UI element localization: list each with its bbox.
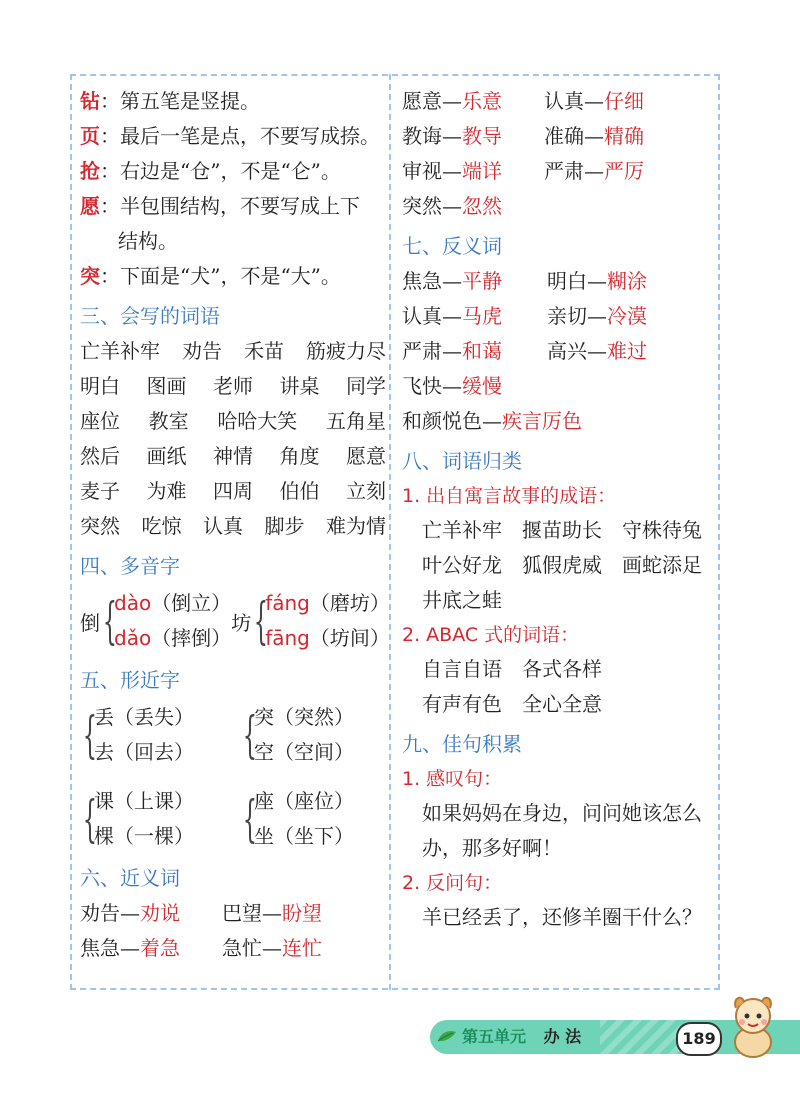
base-word: 劝告— xyxy=(80,901,140,925)
char-key: 突 xyxy=(80,264,100,288)
brace-icon: { xyxy=(253,592,269,650)
pinyin: dào xyxy=(114,591,152,615)
idiom-list xyxy=(402,513,714,618)
mascot-icon xyxy=(722,990,784,1060)
similar-item: 座（座位） xyxy=(254,789,354,813)
left-column xyxy=(80,84,390,966)
word: 井底之蛙 xyxy=(422,588,502,612)
subsection-title: 1. 感叹句： xyxy=(402,768,503,790)
word-pair-row xyxy=(402,299,714,334)
word: 图画 xyxy=(146,374,187,398)
brace-icon: { xyxy=(242,706,258,764)
example-word: （摔倒） xyxy=(151,626,232,650)
brace-icon: { xyxy=(82,790,98,848)
related-word: 劝说 xyxy=(140,901,180,925)
related-word: 马虎 xyxy=(462,304,502,328)
word-pair xyxy=(402,264,547,299)
base-word: 审视— xyxy=(402,159,462,183)
polyphone-char: 坊 xyxy=(231,610,252,635)
base-word: 巴望— xyxy=(222,901,282,925)
word-row xyxy=(80,404,386,439)
right-column xyxy=(402,84,714,935)
word: 四周 xyxy=(213,479,253,503)
word: 筋疲力尽 xyxy=(306,339,386,363)
word-pair-row xyxy=(402,119,714,154)
similar-chars xyxy=(80,698,386,856)
similar-row xyxy=(80,782,386,856)
related-word: 着急 xyxy=(140,936,180,960)
sentence: 羊已经丢了，还修羊圈干什么？ xyxy=(422,905,702,929)
abac-list xyxy=(402,652,714,722)
base-word: 准确— xyxy=(544,124,604,148)
word: 为难 xyxy=(146,479,187,503)
subsection-title: 2. 反问句： xyxy=(402,872,503,894)
example-word: （磨坊） xyxy=(309,591,390,615)
word: 画纸 xyxy=(146,444,187,468)
similar-item: 坐（坐下） xyxy=(254,824,354,848)
word-pair xyxy=(402,369,547,404)
similar-item: 突（突然） xyxy=(254,705,354,729)
word: 叶公好龙 xyxy=(422,553,502,577)
pinyin: dǎo xyxy=(114,626,152,650)
word: 禾苗 xyxy=(244,339,284,363)
word-row xyxy=(80,474,386,509)
related-word: 乐意 xyxy=(462,89,502,113)
related-word: 教导 xyxy=(462,124,502,148)
brace-icon: { xyxy=(102,592,118,650)
related-word: 仔细 xyxy=(604,89,644,113)
word-pair xyxy=(402,84,544,119)
example-word: （倒立） xyxy=(151,591,232,615)
char-note xyxy=(80,189,386,224)
related-word: 疾言厉色 xyxy=(502,409,582,433)
word-row xyxy=(80,439,386,474)
pinyin: fāng xyxy=(265,626,310,650)
word-pair-row xyxy=(402,264,714,299)
related-word: 冷漠 xyxy=(607,304,647,328)
word-list xyxy=(80,334,386,544)
word-pair-row xyxy=(402,189,714,224)
related-word: 平静 xyxy=(462,269,502,293)
word: 劝告 xyxy=(182,339,222,363)
word-pair xyxy=(402,334,547,369)
word-pair-row xyxy=(402,154,714,189)
word: 明白 xyxy=(80,374,120,398)
char-key: 抢 xyxy=(80,159,100,183)
word-pair xyxy=(402,154,544,189)
word-pair-row xyxy=(402,404,714,439)
section-title: 八、词语归类 xyxy=(402,449,522,473)
char-note xyxy=(80,84,386,119)
word: 麦子 xyxy=(80,479,120,503)
word-pair xyxy=(402,119,544,154)
word: 突然 xyxy=(80,514,120,538)
footer-stripes xyxy=(600,1020,680,1054)
related-word: 和蔼 xyxy=(462,339,502,363)
word: 老师 xyxy=(213,374,253,398)
related-word: 忽然 xyxy=(462,194,502,218)
polyphone-char: 倒 xyxy=(80,610,100,635)
word: 然后 xyxy=(80,444,120,468)
brace-icon: { xyxy=(242,790,258,848)
base-word: 高兴— xyxy=(547,339,607,363)
word: 各式各样 xyxy=(522,657,602,681)
synonym-list xyxy=(402,84,714,224)
polyphone-block xyxy=(80,584,390,658)
section-title: 三、会写的词语 xyxy=(80,304,220,328)
char-key: 页 xyxy=(80,124,100,148)
example-word: （坊间） xyxy=(309,626,390,650)
word-row xyxy=(422,687,714,722)
similar-row xyxy=(80,698,386,772)
base-word: 急忙— xyxy=(222,936,282,960)
footer-title xyxy=(462,1024,581,1050)
word-pair xyxy=(80,931,222,966)
polyphone-group xyxy=(80,584,231,658)
word: 五角星 xyxy=(325,409,386,433)
word-row xyxy=(422,548,714,583)
similar-item: 课（上课） xyxy=(94,789,194,813)
similar-item: 棵（一棵） xyxy=(94,824,194,848)
section-title: 七、反义词 xyxy=(402,234,502,258)
word: 愿意 xyxy=(346,444,386,468)
char-note xyxy=(80,119,386,154)
base-word: 焦急— xyxy=(80,936,140,960)
word: 座位 xyxy=(80,409,120,433)
word-pair-row xyxy=(402,334,714,369)
word: 同学 xyxy=(346,374,386,398)
word-pair-row xyxy=(80,931,386,966)
char-key: 钻 xyxy=(80,89,100,113)
word-row xyxy=(80,509,386,544)
word: 脚步 xyxy=(264,514,305,538)
base-word: 教诲— xyxy=(402,124,462,148)
word-pair xyxy=(222,931,322,966)
word: 揠苗助长 xyxy=(522,518,602,542)
base-word: 认真— xyxy=(402,304,462,328)
similar-item: 去（回去） xyxy=(94,740,194,764)
base-word: 亲切— xyxy=(547,304,607,328)
sentence: 办，那多好啊！ xyxy=(422,836,562,860)
word: 角度 xyxy=(279,444,320,468)
base-word: 严肃— xyxy=(402,339,462,363)
word: 讲桌 xyxy=(279,374,320,398)
char-note-text: ：半包围结构，不要写成上下 xyxy=(100,194,360,218)
word-pair xyxy=(547,264,647,299)
word: 自言自语 xyxy=(422,657,502,681)
base-word: 焦急— xyxy=(402,269,462,293)
similar-item: 空（空间） xyxy=(254,740,354,764)
word: 难为情 xyxy=(326,514,386,538)
word: 狐假虎威 xyxy=(522,553,602,577)
word-pair xyxy=(402,299,547,334)
char-note-text: ：右边是“仓”，不是“仑”。 xyxy=(100,159,341,183)
word: 立刻 xyxy=(346,479,386,503)
subsection-title: 2. ABAC 式的词语： xyxy=(402,624,580,646)
word-pair xyxy=(402,404,582,439)
word: 认真 xyxy=(203,514,243,538)
word-pair xyxy=(544,154,644,189)
word: 教室 xyxy=(148,409,189,433)
char-note-text: ：下面是“犬”，不是“大”。 xyxy=(100,264,341,288)
word-pair xyxy=(544,119,644,154)
word: 亡羊补牢 xyxy=(422,518,502,542)
antonym-list xyxy=(402,264,714,439)
section-title: 四、多音字 xyxy=(80,554,180,578)
section-title: 九、佳句积累 xyxy=(402,732,522,756)
word: 哈哈大笑 xyxy=(217,409,298,433)
subsection-title: 1. 出自寓言故事的成语： xyxy=(402,485,617,507)
related-word: 盼望 xyxy=(282,901,322,925)
word-pair xyxy=(222,896,322,931)
word: 有声有色 xyxy=(422,692,502,716)
char-note xyxy=(80,154,386,189)
section-title: 六、近义词 xyxy=(80,866,180,890)
polyphone-group xyxy=(231,584,390,658)
word-pair xyxy=(544,84,644,119)
related-word: 严厉 xyxy=(604,159,644,183)
char-note-text: ：最后一笔是点，不要写成捺。 xyxy=(100,124,380,148)
base-word: 认真— xyxy=(544,89,604,113)
char-note-text: ：第五笔是竖提。 xyxy=(100,89,260,113)
char-note-continued: 结构。 xyxy=(118,229,178,253)
related-word: 连忙 xyxy=(282,936,322,960)
word-pair xyxy=(547,334,647,369)
related-word: 糊涂 xyxy=(607,269,647,293)
unit-label: 第五单元 xyxy=(462,1027,527,1046)
base-word: 飞快— xyxy=(402,374,462,398)
similar-item: 丢（丢失） xyxy=(94,705,194,729)
synonym-list xyxy=(80,896,386,966)
char-note xyxy=(80,259,386,294)
pinyin: fáng xyxy=(265,591,310,615)
base-word: 和颜悦色— xyxy=(402,409,502,433)
base-word: 突然— xyxy=(402,194,462,218)
related-word: 精确 xyxy=(604,124,644,148)
word-pair-row xyxy=(402,369,714,404)
word: 吃惊 xyxy=(141,514,182,538)
leaf-icon xyxy=(437,1029,457,1043)
section-title: 五、形近字 xyxy=(80,668,180,692)
word-row xyxy=(422,513,714,548)
related-word: 缓慢 xyxy=(462,374,502,398)
word-pair xyxy=(547,299,647,334)
word-pair xyxy=(80,896,222,931)
related-word: 难过 xyxy=(607,339,647,363)
word: 神情 xyxy=(213,444,253,468)
word: 画蛇添足 xyxy=(622,553,702,577)
word-row xyxy=(80,334,386,369)
column-divider xyxy=(389,74,391,990)
page-number: 189 xyxy=(676,1022,722,1056)
word: 全心全意 xyxy=(522,692,602,716)
word-pair xyxy=(402,189,544,224)
word-pair-row xyxy=(80,896,386,931)
word: 亡羊补牢 xyxy=(80,339,160,363)
base-word: 明白— xyxy=(547,269,607,293)
sentence: 如果妈妈在身边，问问她该怎么 xyxy=(422,801,702,825)
related-word: 端详 xyxy=(462,159,502,183)
word-row xyxy=(422,583,714,618)
base-word: 愿意— xyxy=(402,89,462,113)
word-row xyxy=(422,652,714,687)
brace-icon: { xyxy=(82,706,98,764)
base-word: 严肃— xyxy=(544,159,604,183)
char-key: 愿 xyxy=(80,194,100,218)
word: 守株待兔 xyxy=(622,518,702,542)
word: 伯伯 xyxy=(279,479,320,503)
word-pair-row xyxy=(402,84,714,119)
word-row xyxy=(80,369,386,404)
lesson-title: 办 法 xyxy=(543,1027,582,1046)
